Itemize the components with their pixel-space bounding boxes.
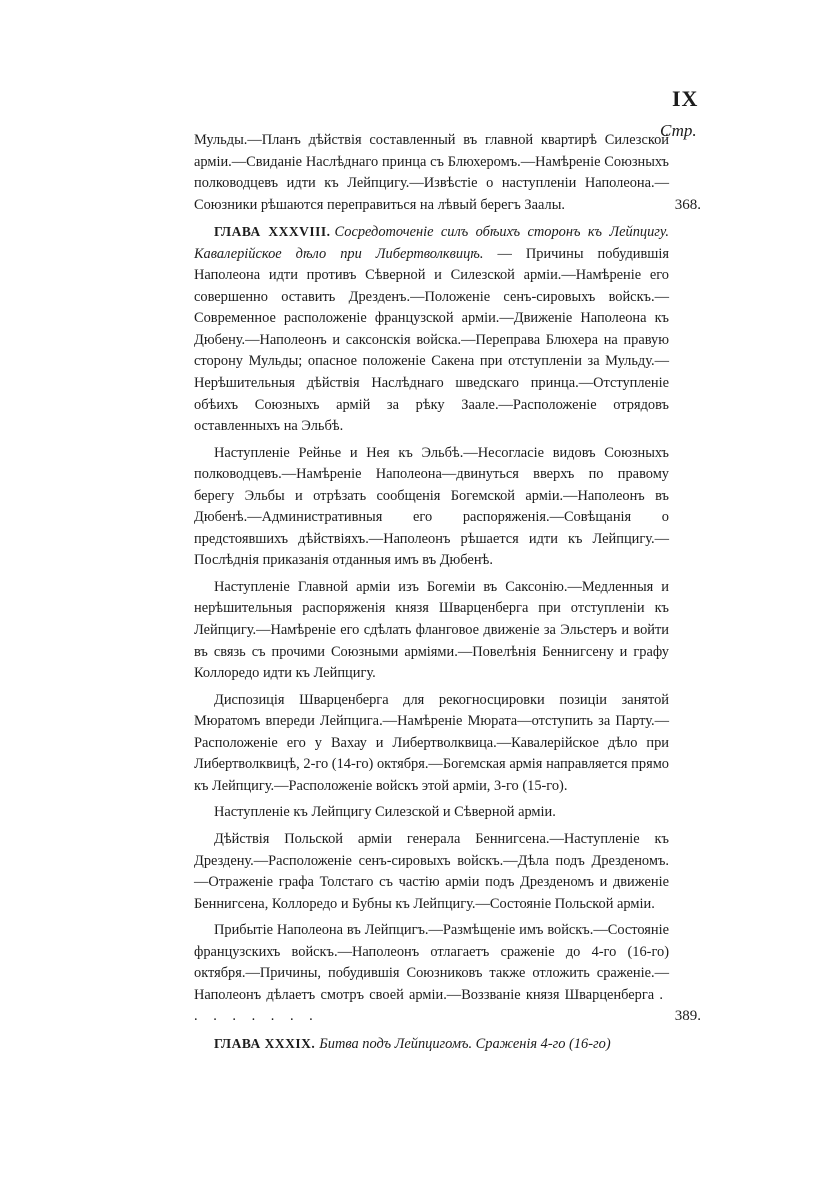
chapter-summary: — Причины побудившія Наполеона идти противъ Сѣверной и Силезской арміи.—Намѣреніе его совершенно оставить Дрезденъ.—Положеніе сенъ-сировыхъ войскъ.—Современное расположеніе французской арміи.—Движеніе Наполеона къ Дюбену.—Наполеонъ и саксонскія войска.—Переправа Блюхера на правую сторону Мульды; опасное положеніе Сакена при отступленіи за Мульду.—Нерѣшительныя дѣйствія Наслѣднаго шведскаго принца.—Отступленіе обѣихъ Союзныхъ армій за рѣку Заале.—Расположеніе отрядовъ оставленныхъ на Эльбѣ. [194,245,669,435]
toc-paragraph: Диспозиція Шварценберга для рекогносцировки позиціи занятой Мюратомъ впереди Лейпцига.—Намѣреніе Мюрата—отступить за Парту.—Расположеніе его у Вахау и Либертволквица.—Кавалерійское дѣло при Либертволквицѣ, 2-го (14-го) октября.—Богемская армія направляется прямо къ Лейпцигу.—Расположеніе войскъ этой арміи, 3-го (15-го). [194,691,669,794]
chapter-heading: ГЛАВА XXXIX. [214,1035,316,1051]
page-reference: 368. [674,196,701,213]
chapter-39-entry [194,1033,669,1056]
chapter-title: Сосредоточеніе силъ обѣихъ сторонъ къ Лейпцигу. Кавалерійское дѣло при Либертволквицѣ. [194,224,669,262]
chapter-heading: ГЛАВА XXXVIII. [214,224,331,240]
page-column-label: Стр. [660,121,697,140]
toc-paragraph: Наступленіе къ Лейпцигу Силезской и Сѣверной арміи. [214,804,556,821]
page-reference: 389. [674,1008,701,1025]
toc-paragraph: Наступленіе Рейнье и Нея къ Эльбѣ.—Несогласіе видовъ Союзныхъ полководцевъ.—Намѣреніе Наполеона—двинуться вверхъ по правому берегу Эльбы и отрѣзать сообщенія Богемской арміи.—Наполеонъ въ Дюбенѣ.—Административныя его распоряженія.—Совѣщанія о предстоявшихъ дѣйствіяхъ.—Наполеонъ рѣшается идти къ Лейпцигу.—Послѣднія приказанія отданныя имъ въ Дюбенѣ. [194,444,669,569]
chapter-title: Битва подъ Лейпцигомъ. Сраженія 4-го (16-го) [319,1035,611,1052]
toc-paragraph-last [194,920,701,1028]
toc-paragraph: Дѣйствія Польской арміи генерала Беннигсена.—Наступленіе къ Дрездену.—Расположеніе сенъ-сировыхъ войскъ.—Дѣла подъ Дрезденомъ.—Отраженіе графа Толстаго съ частію арміи подъ Дрезденомъ и движеніе Беннигсена, Коллоредо и Бубны къ Лейпцигу.—Состояніе Польской арміи. [194,830,669,912]
page-number: IX [672,86,699,111]
chapter-38-entry [194,221,669,437]
toc-paragraph: Наступленіе Главной арміи изъ Богеміи въ Саксонію.—Медленныя и нерѣшительныя распоряженія князя Шварценберга при отступленіи къ Лейпцигу.—Намѣреніе его сдѣлать фланговое движеніе за Эльстеръ и войти въ связь съ прочими Союзными арміями.—Повелѣнія Беннигсену и графу Коллоредо идти къ Лейпцигу. [194,578,669,682]
toc-entry-text: Мульды.—Планъ дѣйствія составленный въ главной квартирѣ Силезской арміи.—Свиданіе Наслѣднаго принца съ Блюхеромъ.—Намѣреніе Союзныхъ полководцевъ идти къ Лейпцигу.—Извѣстіе о наступленіи Наполеона.—Союзники рѣшаются переправиться на лѣвый берегъ Заалы. [194,132,669,213]
dot-leaders: . . . . . . . . [194,986,669,1025]
toc-paragraph-text: Прибытіе Наполеона въ Лейпцигъ.—Размѣщеніе имъ войскъ.—Состояніе французскихъ войскъ.—Наполеонъ отлагаетъ сраженіе до 4-го (16-го) октября.—Причины, побудившія Союзниковъ также отложить сраженіе.—Наполеонъ дѣлаетъ смотръ своей арміи.—Воззваніе князя Шварценберга [194,922,669,1003]
table-of-contents [194,130,701,1060]
